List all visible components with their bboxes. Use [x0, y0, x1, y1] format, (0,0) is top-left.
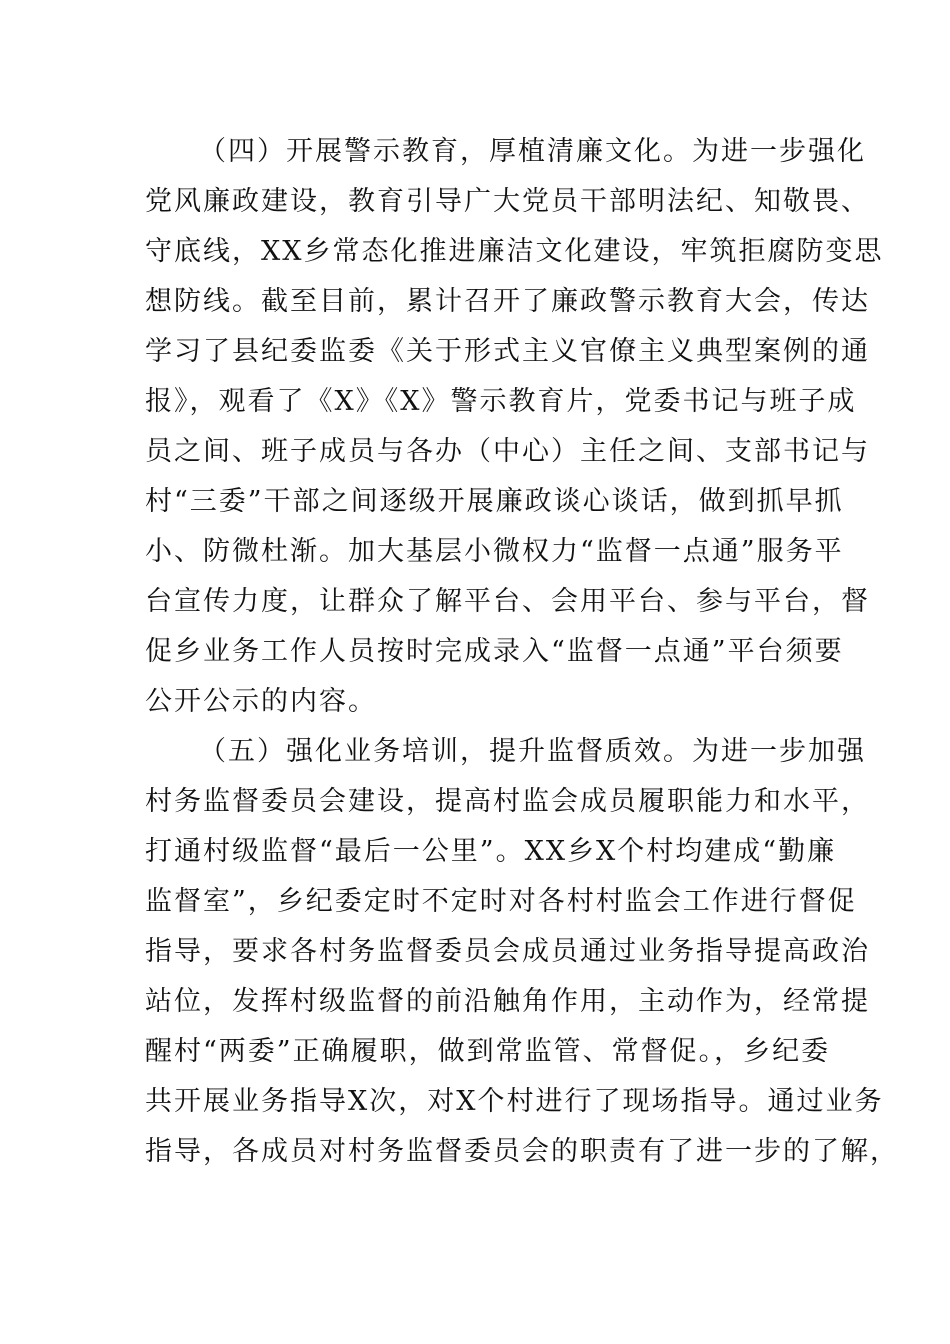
paragraph-line: 站位，发挥村级监督的前沿触角作用，主动作为，经常提 [145, 986, 870, 1017]
paragraph-line: （四）开展警示教育，厚植清廉文化。为进一步强化 [199, 136, 866, 167]
paragraph-line: 守底线，XX乡常态化推进廉洁文化建设，牢筑拒腐防变思 [145, 236, 884, 267]
paragraph-line: 公开公示的内容。 [145, 686, 377, 717]
paragraph-line: 促乡业务工作人员按时完成录入“监督一点通”平台须要 [145, 636, 844, 667]
paragraph-line: 共开展业务指导X次，对X个村进行了现场指导。通过业务 [145, 1086, 884, 1117]
paragraph-line: 员之间、班子成员与各办（中心）主任之间、支部书记与 [145, 436, 870, 467]
paragraph-line: 打通村级监督“最后一公里”。XX乡X个村均建成“勤廉 [145, 836, 837, 867]
paragraph-line: 台宣传力度，让群众了解平台、会用平台、参与平台，督 [145, 586, 870, 617]
paragraph-line: 小、防微杜渐。加大基层小微权力“监督一点通”服务平 [145, 536, 844, 567]
paragraph-line: 党风廉政建设，教育引导广大党员干部明法纪、知敬畏、 [145, 186, 870, 217]
paragraph-line: 指导，各成员对村务监督委员会的职责有了进一步的了解， [145, 1136, 899, 1167]
paragraph-line: 醒村“两委”正确履职，做到常监管、常督促。，乡纪委 [145, 1036, 831, 1067]
paragraph-line: 村务监督委员会建设，提高村监会成员履职能力和水平， [145, 786, 870, 817]
paragraph-line: 监督室”，乡纪委定时不定时对各村村监会工作进行督促 [145, 886, 857, 917]
paragraph-line: 想防线。截至目前，累计召开了廉政警示教育大会，传达 [145, 286, 870, 317]
paragraph-line: 指导，要求各村务监督委员会成员通过业务指导提高政治 [145, 936, 870, 967]
paragraph-line: 学习了县纪委监委《关于形式主义官僚主义典型案例的通 [145, 336, 870, 367]
paragraph-line: 村“三委”干部之间逐级开展廉政谈心谈话，做到抓早抓 [145, 486, 844, 517]
paragraph-line: （五）强化业务培训，提升监督质效。为进一步加强 [199, 736, 866, 767]
paragraph-line: 报》，观看了《X》《X》警示教育片，党委书记与班子成 [145, 386, 857, 417]
